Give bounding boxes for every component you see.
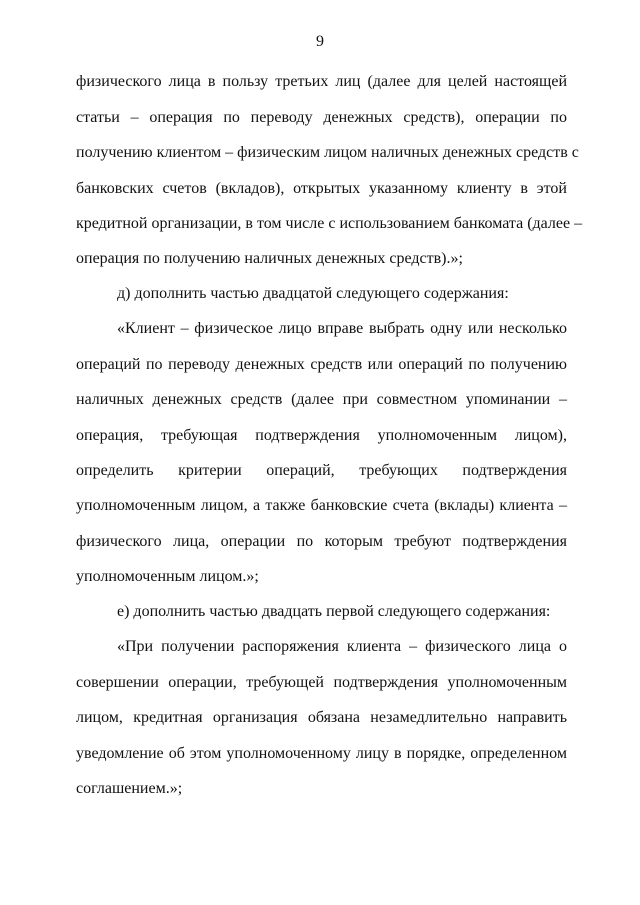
text-line: физического лица, операции по которым требуют подтверждения xyxy=(76,533,567,550)
text-line: лицом, кредитная организация обязана незамедлительно направить xyxy=(76,709,567,726)
text-line: операций по переводу денежных средств или операций по получению xyxy=(76,356,567,373)
text-line: «Клиент – физическое лицо вправе выбрать одну или несколько xyxy=(117,320,567,337)
text-line: банковских счетов (вкладов), открытых указанному клиенту в этой xyxy=(76,180,567,197)
text-line: д) дополнить частью двадцатой следующего содержания: xyxy=(117,285,509,302)
text-line: получению клиентом – физическим лицом наличных денежных средств с xyxy=(76,144,579,161)
page-number: 9 xyxy=(316,33,324,50)
text-line: кредитной организации, в том числе с использованием банкомата (далее – xyxy=(76,215,583,232)
text-line: уполномоченным лицом, а также банковские счета (вклады) клиента – xyxy=(76,497,567,514)
text-line: совершении операции, требующей подтверждения уполномоченным xyxy=(76,674,567,691)
text-line: наличных денежных средств (далее при совместном упоминании – xyxy=(76,391,567,408)
text-line: е) дополнить частью двадцать первой следующего содержания: xyxy=(117,603,551,620)
text-line: уполномоченным лицом.»; xyxy=(76,568,259,585)
text-line: определить критерии операций, требующих подтверждения xyxy=(76,462,567,479)
text-line: операция по получению наличных денежных средств).»; xyxy=(76,250,463,267)
text-line: операция, требующая подтверждения уполномоченным лицом), xyxy=(76,427,567,444)
text-line: статьи – операция по переводу денежных средств), операции по xyxy=(76,109,567,126)
text-line: соглашением.»; xyxy=(76,780,183,797)
text-line: «При получении распоряжения клиента – физического лица о xyxy=(117,638,567,655)
text-line: уведомление об этом уполномоченному лицу в порядке, определенном xyxy=(76,745,567,762)
text-line: физического лица в пользу третьих лиц (далее для целей настоящей xyxy=(76,73,567,90)
